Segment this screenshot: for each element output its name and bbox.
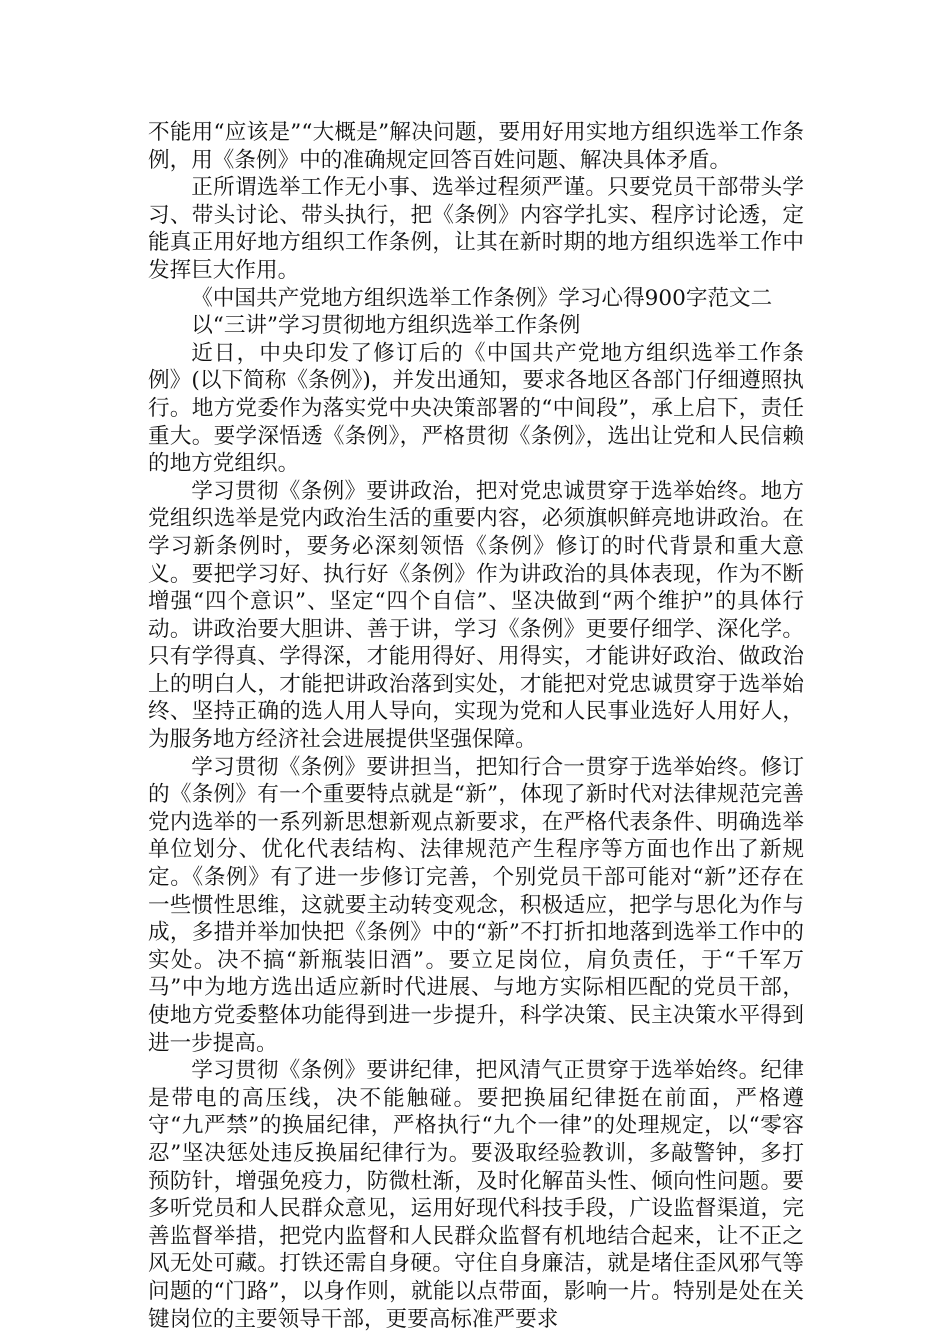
body-paragraph: 学习贯彻《条例》要讲政治，把对党忠诚贯穿于选举始终。地方党组织选举是党内政治生活的重要内容，必须旗帜鲜亮地讲政治。在学习新条例时，要务必深刻领悟《条例》修订的时代背景和重大意义。要把学习好、执行好《条例》作为讲政治的具体表现，作为不断增强“四个意识”、坚定“四个自信”、坚决做到“两个维护”的具体行动。讲政治要大胆讲、善于讲，学习《条例》更要仔细学、深化学。只有学得真、学得深，才能用得好、用得实，才能讲好政治、做政治上的明白人，才能把讲政治落到实处，才能把对党忠诚贯穿于选举始终、坚持正确的选人用人导向，实现为党和人民事业选好人用好人，为服务地方经济社会进展提供坚强保障。 — [148, 478, 804, 753]
body-paragraph: 近日，中央印发了修订后的《中国共产党地方组织选举工作条例》(以下简称《条例》)，并发出通知，要求各地区各部门仔细遵照执行。地方党委作为落实党中央决策部署的“中间段”，承上启下，责任重大。要学深悟透《条例》，严格贯彻《条例》，选出让党和人民信赖的地方党组织。 — [148, 340, 804, 477]
document-page — [148, 119, 804, 1333]
body-paragraph: 学习贯彻《条例》要讲担当，把知行合一贯穿于选举始终。修订的《条例》有一个重要特点就是“新”，体现了新时代对法律规范完善党内选举的一系列新思想新观点新要求，在严格代表条件、明确选举单位划分、优化代表结构、法律规范产生程序等方面也作出了新规定。《条例》有了进一步修订完善，个别党员干部可能对“新”还存在一些惯性思维，这就要主动转变观念，积极适应，把学与思化为作与成，多措并举加快把《条例》中的“新”不打折扣地落到选举工作中的实处。决不搞“新瓶装旧酒”。要立足岗位，肩负责任，于“千军万马”中为地方选出适应新时代进展、与地方实际相匹配的党员干部，使地方党委整体功能得到进一步提升，科学决策、民主决策水平得到进一步提高。 — [148, 754, 804, 1056]
body-paragraph: 不能用“应该是”“大概是”解决问题，要用好用实地方组织选举工作条例，用《条例》中的准确规定回答百姓问题、解决具体矛盾。 — [148, 120, 804, 173]
body-paragraph: 正所谓选举工作无小事、选举过程须严谨。只要党员干部带头学习、带头讨论、带头执行，把《条例》内容学扎实、程序讨论透，定能真正用好地方组织工作条例，让其在新时期的地方组织选举工作中发挥巨大作用。 — [148, 175, 804, 283]
article-title: 《中国共产党地方组织选举工作条例》学习心得900字范文二 — [191, 285, 773, 311]
article-subtitle: 以“三讲”学习贯彻地方组织选举工作条例 — [191, 313, 581, 339]
body-paragraph: 学习贯彻《条例》要讲纪律，把风清气正贯穿于选举始终。纪律是带电的高压线，决不能触碰。要把换届纪律挺在前面，严格遵守“九严禁”的换届纪律，严格执行“九个一律”的处理规定，以“零容忍”坚决惩处违反换届纪律行为。要汲取经验教训，多敲警钟，多打预防针，增强免疫力，防微杜渐，及时化解苗头性、倾向性问题。要多听党员和人民群众意见，运用好现代科技手段，广设监督渠道，完善监督举措，把党内监督和人民群众监督有机地结合起来，让不正之风无处可藏。打铁还需自身硬。守住自身廉洁，就是堵住歪风邪气等问题的“门路”，以身作则，就能以点带面，影响一片。特别是处在关键岗位的主要领导干部，更要高标准严要求 — [148, 1058, 804, 1332]
